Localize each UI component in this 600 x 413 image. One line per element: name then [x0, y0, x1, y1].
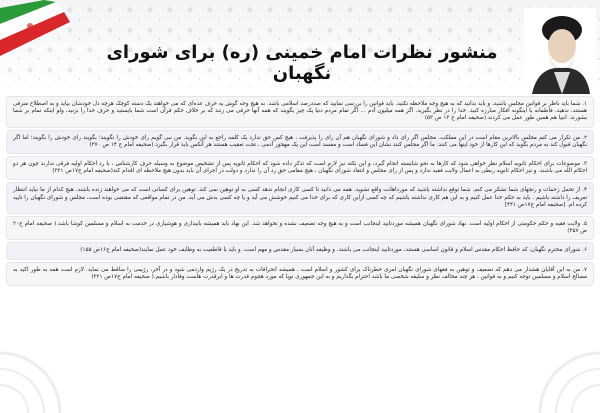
- paragraph-list: [6, 96, 594, 409]
- iran-flag-icon: [0, 0, 70, 70]
- page-title: منشور نظرات امام خمینی (ره) برای شورای نگهبان: [106, 42, 498, 84]
- portrait-image: [524, 8, 596, 94]
- corner-ornament-left: [0, 343, 90, 413]
- corner-ornament-right: [510, 343, 600, 413]
- paragraph-4: ۴. از تحمل زحمات و رنجهای شما تشکر می کنم. شما توقع نداشته باشید که مورداهانت واقع نشوید. همه می دانید تا کسی کاری انجام ندهد کسی به او توهین نمی کند. توهین برای کسانی است که می خواهند زنده باشند. هیچ کدام از ما نباید انتظار تعریف را داشته باشیم . باید به حکم خدا عمل کنیم و به این هم کاری نداشته باشیم که چه کسی ازاین کاری که برای خدا می کنیم خوشش می آید و یا چه کسی بدش می آید. من در تمام مواقعی که مقتضی بوده است، مجلس و شورای نگهبان را تایید کرده ام. [صحیفه امام ج۱۷ص ۴۴۱]: [6, 182, 594, 214]
- paragraph-7: ۷. من به این آقایان هشدار می دهم که تضعیف و توهین به فقهای شورای نگهبان امری خطرناک برای کشور و اسلام است . همیشه انحرافات به تدریج در یک رژیم واردمی شود و در آخر، رژیمی را ساقط می نماید. لازم است همه به طور اکید به مصالح اسلام و مسلمین توجه کنیم و به قوانین ، هر چند مخالف نظر و سلیقه شخصی ما باشد احترام بگذاریم و به این جمهوری نوپا که مورد هجوم قدرت ها و ابرقدرت هاست وفادار باشیم.( صحیفه امام ج۱۷ص ۳۲۱): [6, 262, 594, 286]
- paragraph-2: ۲. من تکرار می کنم مجلس بالاترین مقام است در این مملکت. مجلس اگر رای داد و شورای نگهبان هم آن رای را پذیرفت ، هیچ کس حق ندارد یک کلمه راجع به این بگوید. من نبی گویم رای خودش را نگویند؛ بگویند رای خودش را بگویند؛ اما اگر نگهبان قبول کند به مردم بگوید که این کارها از خود اینها می کنند. ما اگر مجلس کنند نشان این فساد است و مفسد است این یک مهجور آدمی ، تحت تعقیب هستند هر آنکس باید قرار بگیرد.(صحیفه امام ج ۱۴ ص ۳۷۰): [6, 130, 594, 154]
- paragraph-1: ۱. شما باید ناظر بر قوانین مجلس باشید، و باید بدانید که به هیچ وجه ملاحظه نکنید. باید قوانین را بررسی نمایید که صددرصد اسلامی باشد. به هیچ وجه گوش به حرف عده‌ای که می خواهند یک دسته کوچک هرچه دل خودشان بپاید و به اصطلاح مترقی هستند، ندهید، فاطمانه با اینگونه افکار مبارزه کنید. خدا را در نظر بگیرید. اگر همه میلیون آدم ... اگر تمام مردم دنیا یک چیز بگویند که همه آنها حرفی می زنند که بر خلاف حکم قرآن است شما بایستید و حرف خدا را بزنید، ولو اینکه تمام بر شما بشورند. انبیا هم همین طور عمل می کردند.(صحیفه امام ج ۱۳ ص ۵۳): [6, 96, 594, 128]
- paragraph-3: ۳. موضوعات برای احکام ثانویه اسلام نظر خواهی شود که کارها به نحو شایسته انجام گیرد، و این نکته نیز لازم است که تذکر داده شود که احکام ثانویه پس از تشخیص موضوع به وسیله حرف کارشناس ، با رد احکام اولیه فرقی ندارند چون هر دو احکام الله می باشند. و نیز احکام ثانویه ربطی به اعمال ولایت فقیه ندارد و پس از رای مجلس و انتقاد شورای نگهبان ، هیچ مقامی حق رد آن را ندارد و دولت در اجرای آن باید بدون هیچ ملاحظه ای اقدام کند(صحیفه امام ج۱۷ص ۳۲۱): [6, 156, 594, 180]
- paragraph-6: ۶. شورای محترم نگهبان، که حافظ احکام مقدس اسلام و قانون اساسی هستند، موردتایید اینجانب می باشند. و وظیفه آنان بسیار مقدس و مهم است. و باید با قاطعیت به وظایف خود عمل نمایند(صحیفه امام ج۱۶ص ۱۵۵): [6, 242, 594, 259]
- paragraph-5: ۵. ولایت فقیه و حکم حکومتی از احکام اولیه است. نهاد شورای نگهبان همیشه موردتایید اینجانب است و به هیچ وجه تضعیف نشده و نخواهد شد. این نهاد باید همیشه بابیداری و هوشیاری در خدمت به اسلام و مسلمین کوشا باشد.( صحیفه امام ج۲۰ ص ۴۵۷): [6, 216, 594, 240]
